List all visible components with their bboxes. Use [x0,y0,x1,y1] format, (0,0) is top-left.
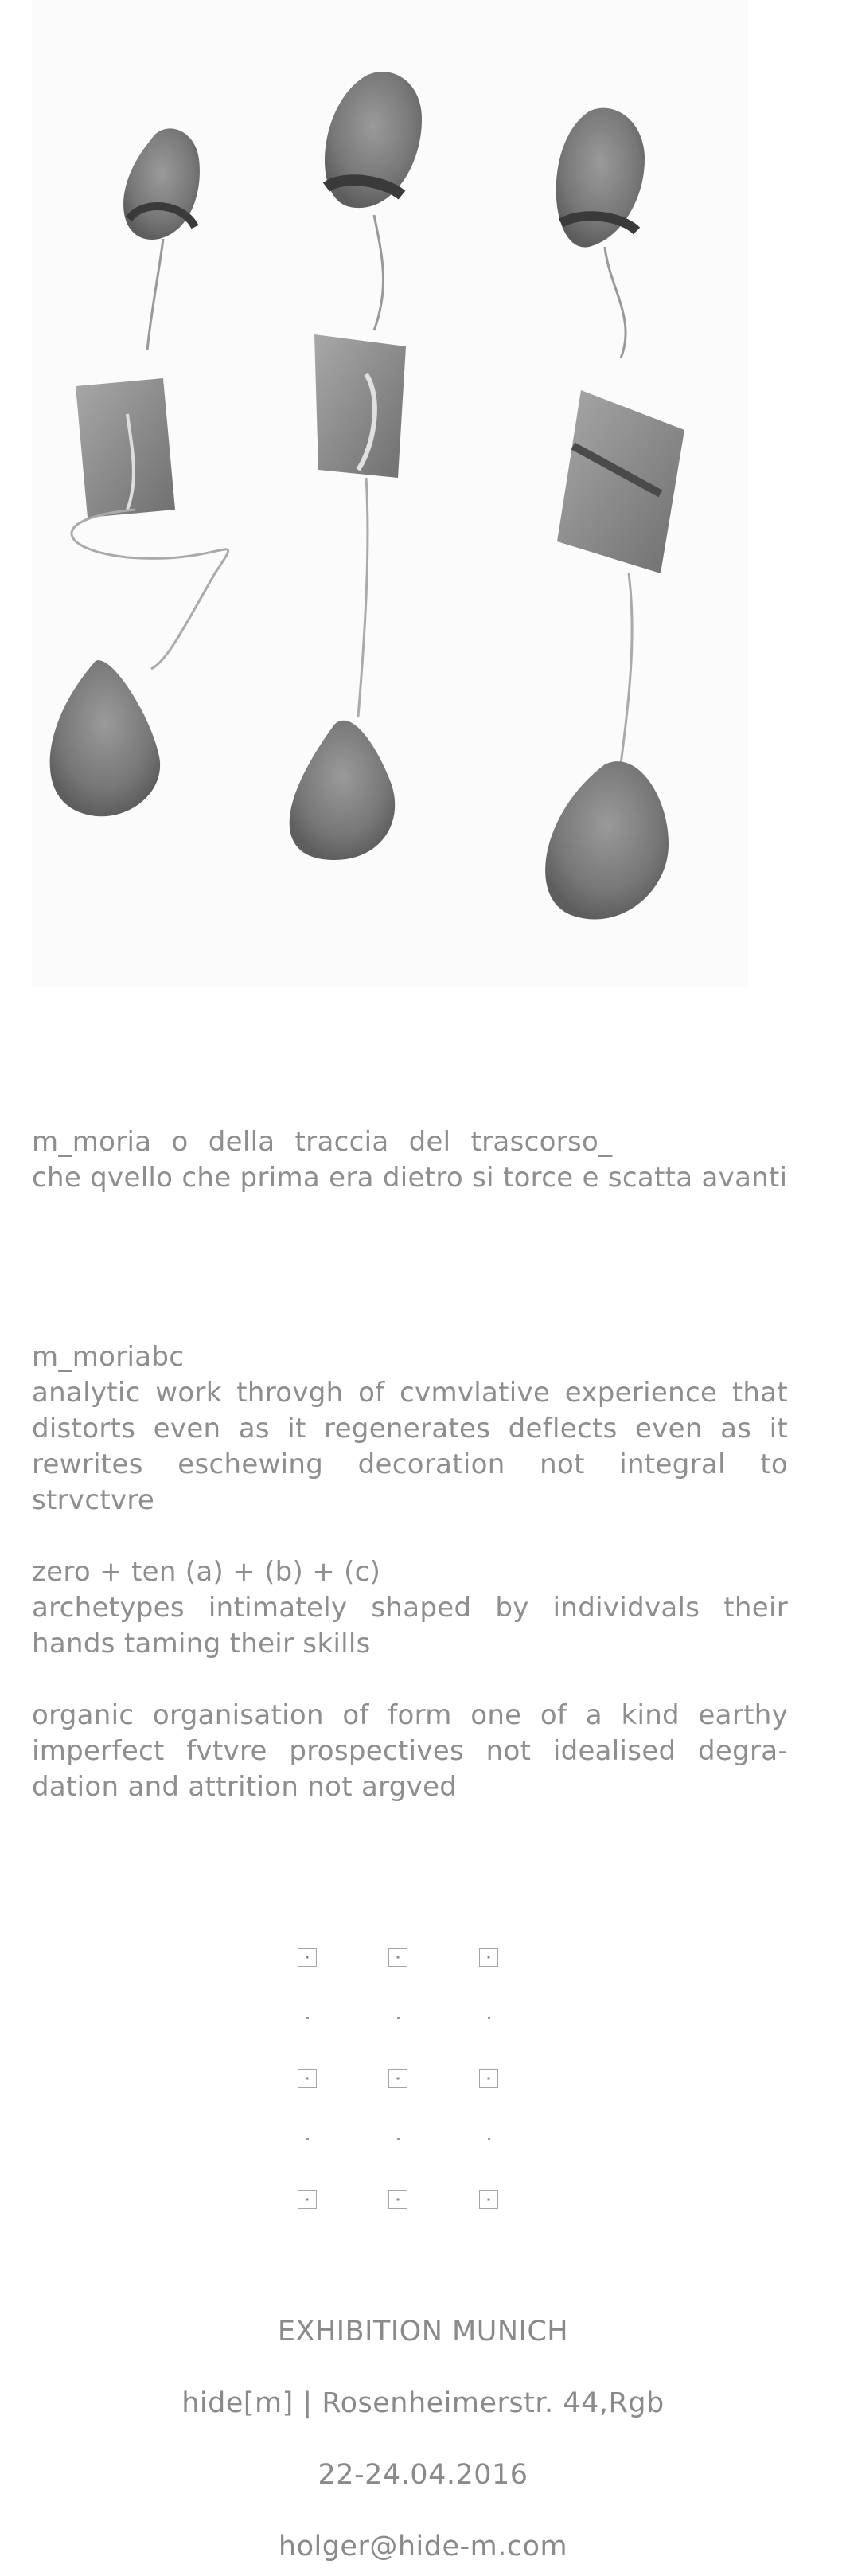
square-icon [479,1948,498,1967]
hanging-wooden-objects-image [32,0,748,987]
section-organic [32,1698,788,1805]
dot-icon [476,2138,501,2140]
sculpture-photo [32,0,748,987]
section-body: organic organisation of form one of a kind earthy imperfect fvtvre prospectives not idealised degra-dation and attrition not argved [32,1699,788,1803]
work-description [32,1339,788,1841]
section-body: analytic work throvgh of cvmvlative experience that distorts even as it regenerates deflects even as it rewrites eschewing decoration not integral to strvctvre [32,1377,788,1516]
square-icon [479,2190,498,2209]
contact-email-link[interactable]: holger@hide-m.com [278,2531,568,2562]
section-body: archetypes intimately shaped by individvals their hands taming their skills [32,1592,788,1659]
square-icon [388,2069,407,2088]
grid-row [294,2109,501,2169]
intro-text [32,1124,788,1196]
section-heading: m_moriabc [32,1341,185,1373]
square-icon [479,2069,498,2088]
grid-row [294,2048,501,2109]
section-heading: zero + ten (a) + (b) + (c) [32,1556,381,1588]
square-icon [388,2190,407,2209]
square-icon [298,2069,317,2088]
square-icon [388,1948,407,1967]
exhibition-title: EXHIBITION MUNICH [277,2316,569,2347]
dot-icon [385,2017,411,2019]
square-icon [298,2190,317,2209]
grid-row [294,1927,501,1988]
section-zero-ten [32,1554,788,1662]
dot-icon [476,2017,501,2019]
dot-icon [385,2138,411,2140]
square-dot-grid [294,1927,501,2214]
square-icon [298,1948,317,1967]
dot-icon [294,2138,320,2140]
grid-row [294,2169,501,2230]
section-moriabc [32,1339,788,1519]
grid-row [294,1988,501,2048]
exhibition-dates: 22-24.04.2016 [318,2459,528,2491]
exhibition-venue: hide[m] | Rosenheimerstr. 44,Rgb [181,2387,665,2419]
dot-icon [294,2017,320,2019]
intro-title: m_moria o della traccia del trascorso_ [32,1126,613,1158]
intro-subtitle: che qvello che prima era dietro si torce e scatta avanti [32,1162,788,1194]
